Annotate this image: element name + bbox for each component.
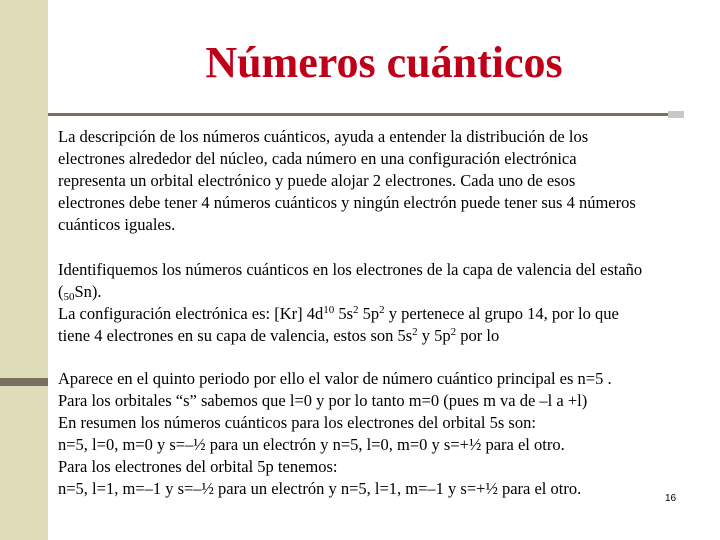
text-fragment: 5s	[334, 304, 354, 323]
title-underline	[48, 113, 668, 116]
paragraph-intro	[58, 126, 708, 236]
text-line: electrones debe tener 4 números cuánticos y ningún electrón puede tener sus 4 números	[58, 193, 636, 212]
text-line: electrones alrededor del núcleo, cada número en una configuración electrónica	[58, 149, 577, 168]
text-line: En resumen los números cuánticos para los electrones del orbital 5s son:	[58, 413, 536, 432]
title-underline-end	[668, 111, 684, 118]
text-fragment: y 5p	[417, 326, 451, 345]
text-fragment: 5p	[358, 304, 380, 323]
left-band-shade	[0, 378, 48, 386]
text-line: La descripción de los números cuánticos, ayuda a entender la distribución de los	[58, 127, 589, 146]
left-decorative-band	[0, 0, 48, 540]
text-line: Aparece en el quinto periodo por ello el valor de número cuántico principal es n=5 .	[58, 369, 612, 388]
text-line	[58, 303, 708, 325]
text-fragment: La configuración electrónica es: [Kr] 4d	[58, 304, 324, 323]
text-line: n=5, l=0, m=0 y s=–½ para un electrón y n=5, l=0, m=0 y s=+½ para el otro.	[58, 435, 565, 454]
text-fragment: Sn).	[74, 282, 102, 301]
text-line: n=5, l=1, m=–1 y s=–½ para un electrón y n=5, l=1, m=–1 y s=+½ para el otro.	[58, 479, 582, 498]
superscript: 2	[412, 326, 418, 338]
text-fragment: y pertenece al grupo 14, por lo que	[384, 304, 619, 323]
text-line: Para los electrones del orbital 5p tenemos:	[58, 457, 338, 476]
text-line: Identifiquemos los números cuánticos en los electrones de la capa de valencia del estaño	[58, 260, 643, 279]
text-fragment: tiene 4 electrones en su capa de valencia, estos son 5s	[58, 326, 413, 345]
text-line	[58, 325, 708, 347]
text-fragment: (	[58, 282, 64, 301]
text-line: Para los orbitales “s” sabemos que l=0 y por lo tanto m=0 (pues m va de –l a +l)	[58, 391, 588, 410]
text-line: representa un orbital electrónico y puede alojar 2 electrones. Cada uno de esos	[58, 171, 576, 190]
superscript: 2	[353, 304, 359, 316]
slide-title: Números cuánticos	[205, 38, 563, 87]
paragraph-quantum-numbers	[58, 368, 708, 500]
text-line: cuánticos iguales.	[58, 215, 176, 234]
page-number: 16	[665, 493, 677, 504]
superscript: 10	[323, 304, 335, 316]
atomic-number-subscript: 50	[63, 291, 75, 303]
text-fragment: por lo	[456, 326, 500, 345]
paragraph-configuration	[58, 259, 708, 347]
superscript: 2	[450, 326, 457, 338]
superscript: 2	[379, 304, 385, 316]
text-line	[58, 281, 708, 303]
